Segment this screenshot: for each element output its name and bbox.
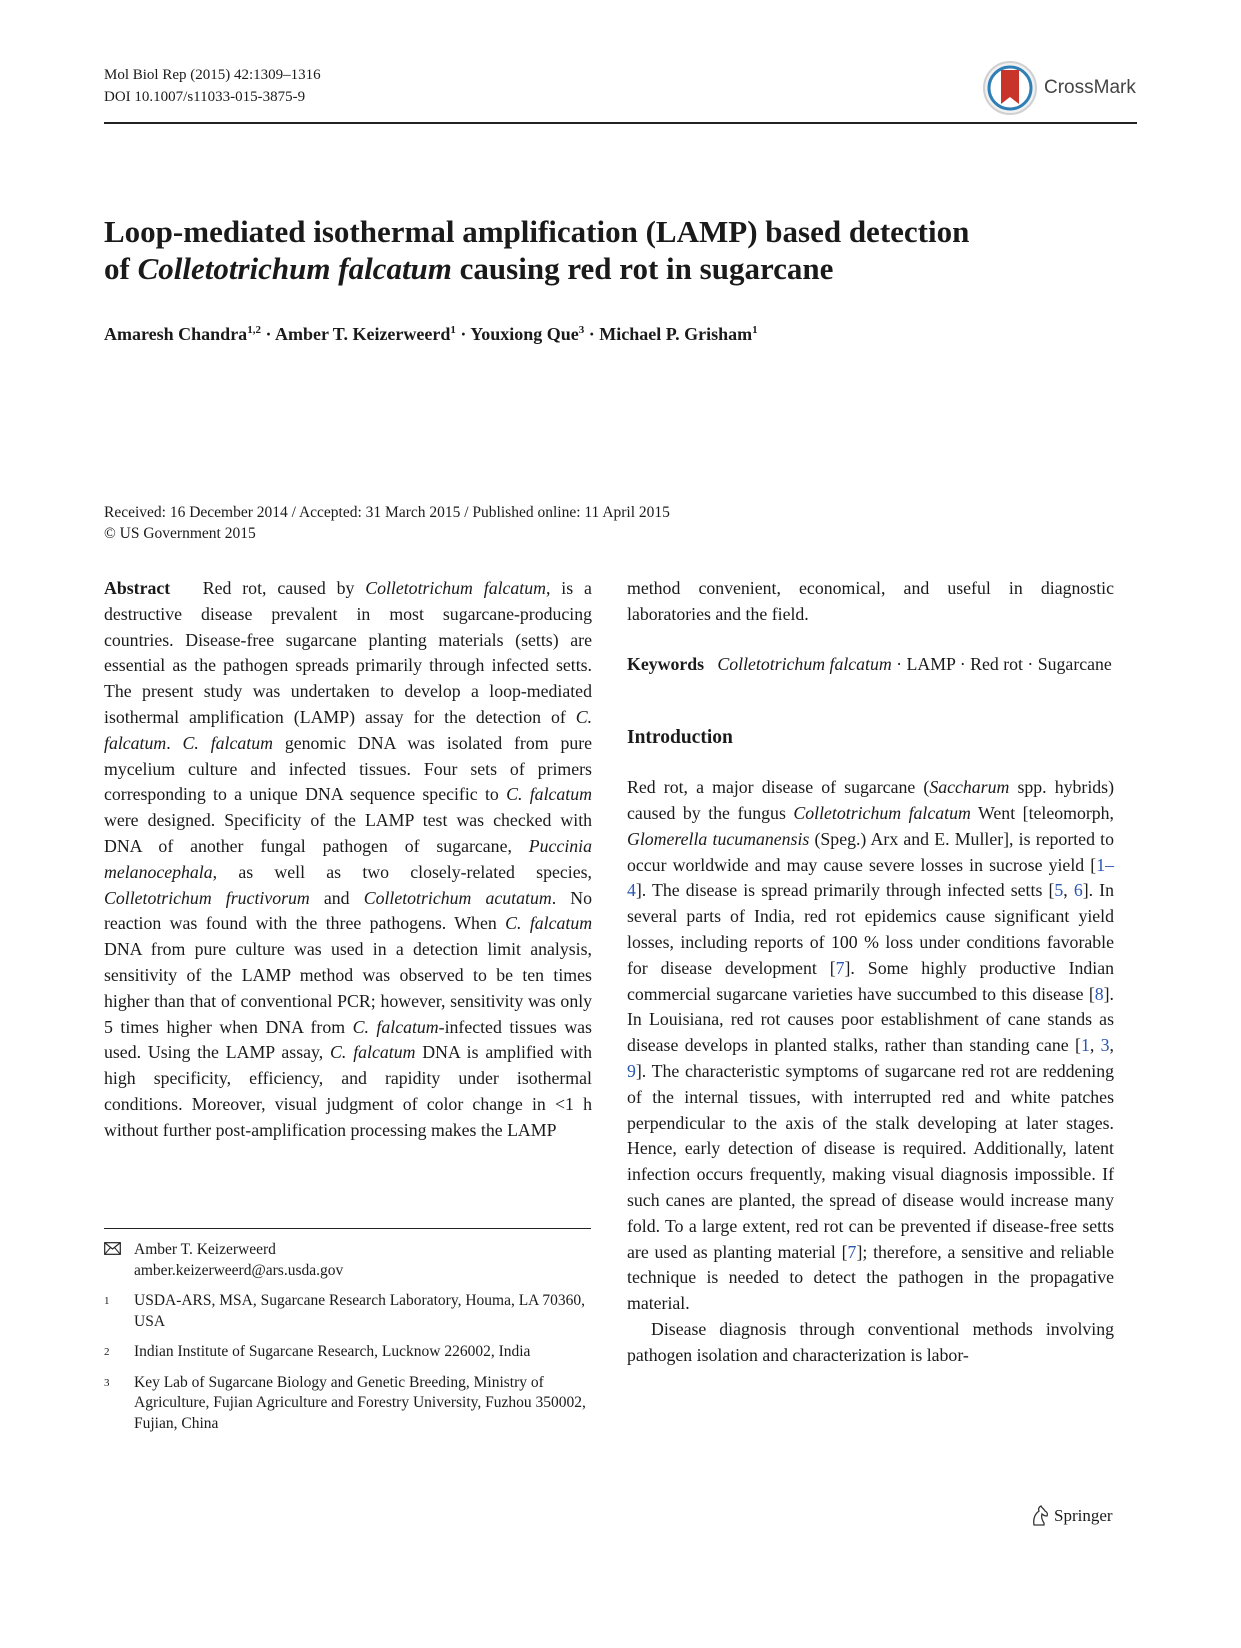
introduction-paragraph-1: Red rot, a major disease of sugarcane (Saccharum spp. hybrids) caused by the fungus Colletotrichum falcatum Went [teleomorph, Glomerella tucumanensis (Speg.) Arx and E. Muller], is reported to occur worldwide and may cause severe losses in sucrose yield [1–4]. The disease is spread primarily through infected setts [5, 6]. In several parts of India, red rot epidemics cause significant yield losses, including reports of 100 % loss under conditions favorable for disease development [7]. Some highly productive Indian commercial sugarcane varieties have succumbed to this disease [8]. In Louisiana, red rot causes poor establishment of cane stands as disease develops in planted stalks, rather than standing cane [1, 3, 9]. The characteristic symptoms of sugarcane red rot are reddening of the internal tissues, with interrupted red and white patches perpendicular to the axis of the stalk developing at later stages. Hence, early detection of disease is required. Additionally, latent infection occurs frequently, making visual diagnosis impossible. If such canes are planted, the spread of disease would increase many fold. To a large extent, red rot can be prevented if disease-free setts are used as planting material [7]; therefore, a sensitive and reliable technique is needed to detect the pathogen in the propagative material. [627,777,1115,1314]
title-line-1: Loop-mediated isothermal amplification (LAMP) based detection [104,214,970,249]
italic-term: Colletotrichum [363,887,472,908]
affiliation [104,1342,592,1363]
italic-term: C. [330,1042,347,1063]
italic-term: Colletotrichum [365,578,473,598]
italic-term: Glomerella tucumanensis [627,828,810,849]
author-affiliation-marker: 1,2 [247,324,261,336]
citation-link[interactable]: 1–4 [627,854,1114,901]
abstract [104,576,592,1144]
italic-term: falcatum [210,732,273,753]
italic-term: C. [506,784,523,805]
abstract-label: Abstract [104,578,171,598]
italic-term [199,733,211,753]
affiliation-number: 1 [104,1295,110,1307]
author-name: Amaresh Chandra [104,324,248,344]
corresponding-email[interactable]: amber.keizerweerd@ars.usda.gov [134,1261,344,1279]
italic-term: C. [505,913,522,934]
italic-term: Colletotrichum falcatum [793,802,971,823]
crossmark-badge[interactable] [982,60,1142,118]
author-list: Amaresh Chandra$^{1,2}$ · Amber T. Keizerweerd$^1$ · Youxiong Que$^3$ · Michael P. Grisham$^1$ [104,324,758,344]
italic-term: C. [575,706,593,727]
keywords [627,652,1114,678]
italic-term: Saccharum [929,777,1010,798]
copyright-line: © US Government 2015 [104,525,256,542]
italic-term: Puccinia [528,835,592,856]
keywords-label: Keywords [627,653,705,674]
italic-term: fructivorum [225,887,310,908]
italic-term [521,913,529,933]
abstract-continuation: method convenient, economical, and useful in diagnostic laboratories and the field. [627,578,1114,624]
italic-term [473,578,484,598]
article-history [104,502,670,544]
italic-term: melanocephala [104,861,213,882]
springer-horse-icon [1030,1505,1050,1527]
citation-link[interactable]: 6 [1073,880,1083,901]
author-affiliation-marker: 1 [752,324,758,336]
envelope-icon [104,1242,121,1255]
introduction-paragraph-2: Disease diagnosis through conventional methods involving pathogen isolation and characterization is labor- [627,1318,1114,1365]
author-name: Michael P. Grisham [599,324,753,344]
italic-term: falcatum [376,1016,439,1037]
italic-term: falcatum [529,913,593,934]
italic-term: C. [352,1016,369,1037]
italic-term: falcatum [104,732,167,753]
journal-citation: Mol Biol Rep (2015) 42:1309–1316 [104,67,321,83]
italic-term [522,784,529,804]
title-line-2: of Colletotrichum falcatum causing red rot in sugarcane [104,251,834,286]
keywords-text: Colletotrichum falcatum · LAMP · Red rot · Sugarcane [717,653,1112,674]
article-title [104,213,1134,287]
affiliation-number: 2 [104,1346,110,1358]
italic-term: falcatum [529,784,592,805]
italic-term: Colletotrichum [104,887,212,908]
italic-term [471,888,485,908]
affiliation-text: USDA-ARS, MSA, Sugarcane Research Laboratory, Houma, LA 70360, USA [134,1292,585,1330]
doi[interactable]: DOI 10.1007/s11033-015-3875-9 [104,89,306,105]
author-name: Amber T. Keizerweerd [274,324,451,344]
crossmark-label: CrossMark [1044,77,1136,98]
italic-term: falcatum [483,578,546,598]
right-column [627,576,1114,1369]
citation-link[interactable]: 7 [835,957,845,978]
italic-term: acutatum [485,887,552,908]
crossmark-icon [982,60,1038,116]
author-name: Youxiong Que [470,324,579,344]
affiliation-text: Indian Institute of Sugarcane Research, Lucknow 226002, India [134,1343,531,1360]
abstract-text: Red rot, caused by Colletotrichum falcatum, is a destructive disease prevalent in most sugarcane-producing countries. Disease-free sugarcane planting materials (setts) are essential as the pathogen spreads primarily through infected setts. The present study was undertaken to develop a loop-mediated isothermal amplification (LAMP) assay for the detection of C. falcatum. C. falcatum genomic DNA was isolated from pure mycelium culture and infected tissues. Four sets of primers corresponding to a unique DNA sequence specific to C. falcatum were designed. Specificity of the LAMP test was checked with DNA of another fungal pathogen of sugarcane, Puccinia melanocephala, as well as two closely-related species, Colletotrichum fructivorum and Colletotrichum acutatum. No reaction was found with the three pathogens. When C. falcatum DNA from pure culture was used in a detection limit analysis, sensitivity of the LAMP method was observed to be ten times higher than that of conventional PCR; however, sensitivity was only 5 times higher when DNA from C. falcatum-infected tissues was used. Using the LAMP assay, C. falcatum DNA is amplified with high specificity, efficiency, and rapidity under isothermal conditions. Moreover, visual judgment of color change in <1 h without further post-amplification processing makes the LAMP [104,578,593,1140]
citation-link[interactable]: 1 [1080,1035,1090,1056]
affiliation-list [104,1291,592,1434]
italic-term [212,888,226,908]
running-header [104,64,321,108]
affiliation [104,1373,592,1435]
citation-link[interactable]: 7 [847,1241,857,1262]
citation-link[interactable]: 8 [1094,983,1104,1004]
publisher-logo [1030,1505,1113,1527]
affiliation [104,1291,592,1332]
citation-link[interactable]: 5 [1054,880,1064,901]
author-affiliation-marker: 3 [578,324,585,336]
italic-term: C. [182,732,199,753]
footnotes [104,1240,592,1444]
author-affiliation-marker: 1 [450,324,456,336]
affiliation-text: Key Lab of Sugarcane Biology and Genetic Breeding, Ministry of Agriculture, Fujian Agriculture and Forestry University, Fuzhou 350002, Fujian, China [134,1373,586,1432]
publisher-name: Springer [1054,1506,1113,1525]
header-rule [104,122,1137,124]
affiliation-number: 3 [104,1376,110,1389]
corresponding-author: Amber T. Keizerweerd [134,1241,276,1258]
italic-term: falcatum [353,1042,416,1063]
introduction-heading: Introduction [627,727,733,749]
citation-link[interactable]: 3 [1100,1035,1110,1056]
correspondence [104,1240,592,1281]
footnote-rule [104,1228,591,1229]
dates-line: Received: 16 December 2014 / Accepted: 31 March 2015 / Published online: 11 April 2015 [104,504,670,521]
citation-link[interactable]: 9 [627,1060,636,1081]
italic-term: Colletotrichum falcatum [717,653,892,674]
